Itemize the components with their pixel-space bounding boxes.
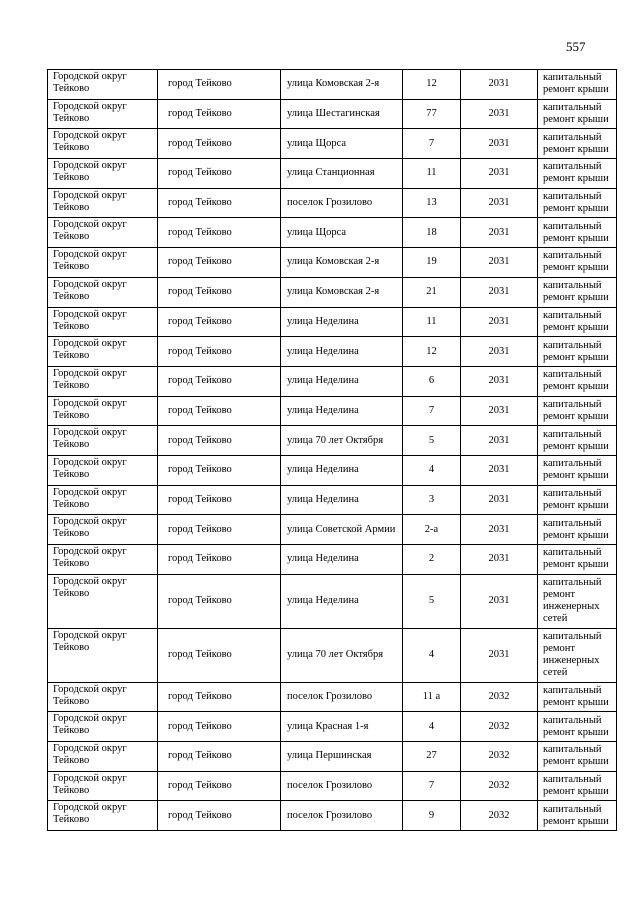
house-number-cell: 4 [403,712,461,742]
street-cell: поселок Грозилово [281,801,403,831]
street-cell: поселок Грозилово [281,682,403,712]
house-number-cell: 21 [403,277,461,307]
house-number-cell: 6 [403,366,461,396]
table-row [48,426,617,456]
district-cell: Городской округ Тейково [48,455,158,485]
house-number-cell: 3 [403,485,461,515]
district-cell: Городской округ Тейково [48,129,158,159]
city-cell: город Тейково [158,188,281,218]
district-cell: Городской округ Тейково [48,485,158,515]
work-type-cell: капитальный ремонт крыши [538,366,617,396]
house-number-cell: 4 [403,628,461,682]
work-type-cell: капитальный ремонт крыши [538,99,617,129]
table-body [48,70,617,831]
city-cell: город Тейково [158,742,281,772]
district-cell: Городской округ Тейково [48,742,158,772]
street-cell: улица Неделина [281,574,403,628]
work-type-cell: капитальный ремонт крыши [538,248,617,278]
table-row [48,366,617,396]
city-cell: город Тейково [158,307,281,337]
year-cell: 2031 [461,129,538,159]
city-cell: город Тейково [158,129,281,159]
work-type-cell: капитальный ремонт инженерных сетей [538,628,617,682]
table-row [48,396,617,426]
house-number-cell: 11 [403,159,461,189]
street-cell: улица Красная 1-я [281,712,403,742]
year-cell: 2031 [461,455,538,485]
work-type-cell: капитальный ремонт крыши [538,801,617,831]
street-cell: улица Першинская [281,742,403,772]
city-cell: город Тейково [158,801,281,831]
district-cell: Городской округ Тейково [48,426,158,456]
district-cell: Городской округ Тейково [48,801,158,831]
work-type-cell: капитальный ремонт крыши [538,218,617,248]
city-cell: город Тейково [158,712,281,742]
table-row [48,515,617,545]
table-row [48,70,617,100]
house-number-cell: 13 [403,188,461,218]
district-cell: Городской округ Тейково [48,515,158,545]
year-cell: 2031 [461,70,538,100]
city-cell: город Тейково [158,628,281,682]
street-cell: улица Неделина [281,396,403,426]
house-number-cell: 12 [403,70,461,100]
city-cell: город Тейково [158,337,281,367]
city-cell: город Тейково [158,218,281,248]
house-number-cell: 5 [403,574,461,628]
year-cell: 2031 [461,574,538,628]
district-cell: Городской округ Тейково [48,159,158,189]
street-cell: улица Неделина [281,307,403,337]
page-number: 557 [566,39,586,54]
street-cell: улица Неделина [281,337,403,367]
year-cell: 2031 [461,188,538,218]
work-type-cell: капитальный ремонт крыши [538,712,617,742]
table-row [48,628,617,682]
year-cell: 2031 [461,485,538,515]
work-type-cell: капитальный ремонт крыши [538,337,617,367]
street-cell: улица 70 лет Октября [281,628,403,682]
year-cell: 2032 [461,712,538,742]
table-row [48,307,617,337]
year-cell: 2031 [461,628,538,682]
street-cell: улица Станционная [281,159,403,189]
work-type-cell: капитальный ремонт крыши [538,771,617,801]
house-number-cell: 7 [403,396,461,426]
table-row [48,218,617,248]
work-type-cell: капитальный ремонт крыши [538,455,617,485]
work-type-cell: капитальный ремонт крыши [538,70,617,100]
district-cell: Городской округ Тейково [48,337,158,367]
table-row [48,771,617,801]
street-cell: улица Комовская 2-я [281,277,403,307]
year-cell: 2031 [461,426,538,456]
work-type-cell: капитальный ремонт крыши [538,742,617,772]
year-cell: 2031 [461,307,538,337]
district-cell: Городской округ Тейково [48,248,158,278]
house-number-cell: 2 [403,545,461,575]
district-cell: Городской округ Тейково [48,628,158,682]
district-cell: Городской округ Тейково [48,396,158,426]
house-number-cell: 77 [403,99,461,129]
city-cell: город Тейково [158,396,281,426]
work-type-cell: капитальный ремонт крыши [538,396,617,426]
work-type-cell: капитальный ремонт крыши [538,277,617,307]
table-row [48,545,617,575]
table-row [48,742,617,772]
house-number-cell: 2-а [403,515,461,545]
district-cell: Городской округ Тейково [48,545,158,575]
year-cell: 2032 [461,801,538,831]
house-number-cell: 7 [403,129,461,159]
year-cell: 2031 [461,218,538,248]
table-row [48,248,617,278]
district-cell: Городской округ Тейково [48,70,158,100]
table-row [48,188,617,218]
year-cell: 2031 [461,337,538,367]
work-type-cell: капитальный ремонт крыши [538,159,617,189]
house-number-cell: 12 [403,337,461,367]
street-cell: улица Неделина [281,485,403,515]
district-cell: Городской округ Тейково [48,682,158,712]
district-cell: Городской округ Тейково [48,574,158,628]
year-cell: 2031 [461,159,538,189]
street-cell: улица Комовская 2-я [281,248,403,278]
year-cell: 2031 [461,545,538,575]
city-cell: город Тейково [158,515,281,545]
house-number-cell: 19 [403,248,461,278]
table-row [48,712,617,742]
city-cell: город Тейково [158,574,281,628]
table-row [48,574,617,628]
district-cell: Городской округ Тейково [48,712,158,742]
street-cell: улица Щорса [281,129,403,159]
street-cell: улица Комовская 2-я [281,70,403,100]
street-cell: улица Советской Армии [281,515,403,545]
table-row [48,129,617,159]
work-type-cell: капитальный ремонт крыши [538,307,617,337]
house-number-cell: 9 [403,801,461,831]
district-cell: Городской округ Тейково [48,307,158,337]
work-type-cell: капитальный ремонт крыши [538,129,617,159]
house-number-cell: 11 [403,307,461,337]
house-number-cell: 5 [403,426,461,456]
year-cell: 2031 [461,248,538,278]
city-cell: город Тейково [158,159,281,189]
table-row [48,801,617,831]
city-cell: город Тейково [158,771,281,801]
district-cell: Городской округ Тейково [48,277,158,307]
city-cell: город Тейково [158,366,281,396]
year-cell: 2032 [461,742,538,772]
street-cell: улица Неделина [281,366,403,396]
district-cell: Городской округ Тейково [48,366,158,396]
work-type-cell: капитальный ремонт крыши [538,426,617,456]
district-cell: Городской округ Тейково [48,218,158,248]
year-cell: 2031 [461,366,538,396]
year-cell: 2031 [461,515,538,545]
street-cell: улица Неделина [281,545,403,575]
work-type-cell: капитальный ремонт крыши [538,485,617,515]
year-cell: 2032 [461,682,538,712]
house-number-cell: 18 [403,218,461,248]
table-row [48,455,617,485]
year-cell: 2031 [461,277,538,307]
work-type-cell: капитальный ремонт крыши [538,545,617,575]
district-cell: Городской округ Тейково [48,188,158,218]
house-number-cell: 7 [403,771,461,801]
year-cell: 2032 [461,771,538,801]
city-cell: город Тейково [158,248,281,278]
repair-schedule-table [47,69,617,831]
city-cell: город Тейково [158,99,281,129]
district-cell: Городской округ Тейково [48,99,158,129]
city-cell: город Тейково [158,426,281,456]
work-type-cell: капитальный ремонт крыши [538,515,617,545]
table-row [48,277,617,307]
city-cell: город Тейково [158,455,281,485]
city-cell: город Тейково [158,545,281,575]
district-cell: Городской округ Тейково [48,771,158,801]
street-cell: поселок Грозилово [281,771,403,801]
year-cell: 2031 [461,99,538,129]
city-cell: город Тейково [158,70,281,100]
work-type-cell: капитальный ремонт крыши [538,682,617,712]
street-cell: поселок Грозилово [281,188,403,218]
house-number-cell: 27 [403,742,461,772]
street-cell: улица Неделина [281,455,403,485]
table-row [48,485,617,515]
year-cell: 2031 [461,396,538,426]
work-type-cell: капитальный ремонт инженерных сетей [538,574,617,628]
table-row [48,682,617,712]
house-number-cell: 4 [403,455,461,485]
work-type-cell: капитальный ремонт крыши [538,188,617,218]
table-row [48,99,617,129]
street-cell: улица Щорса [281,218,403,248]
street-cell: улица 70 лет Октября [281,426,403,456]
city-cell: город Тейково [158,485,281,515]
table-row [48,337,617,367]
city-cell: город Тейково [158,682,281,712]
house-number-cell: 11 а [403,682,461,712]
city-cell: город Тейково [158,277,281,307]
table-row [48,159,617,189]
street-cell: улица Шестагинская [281,99,403,129]
